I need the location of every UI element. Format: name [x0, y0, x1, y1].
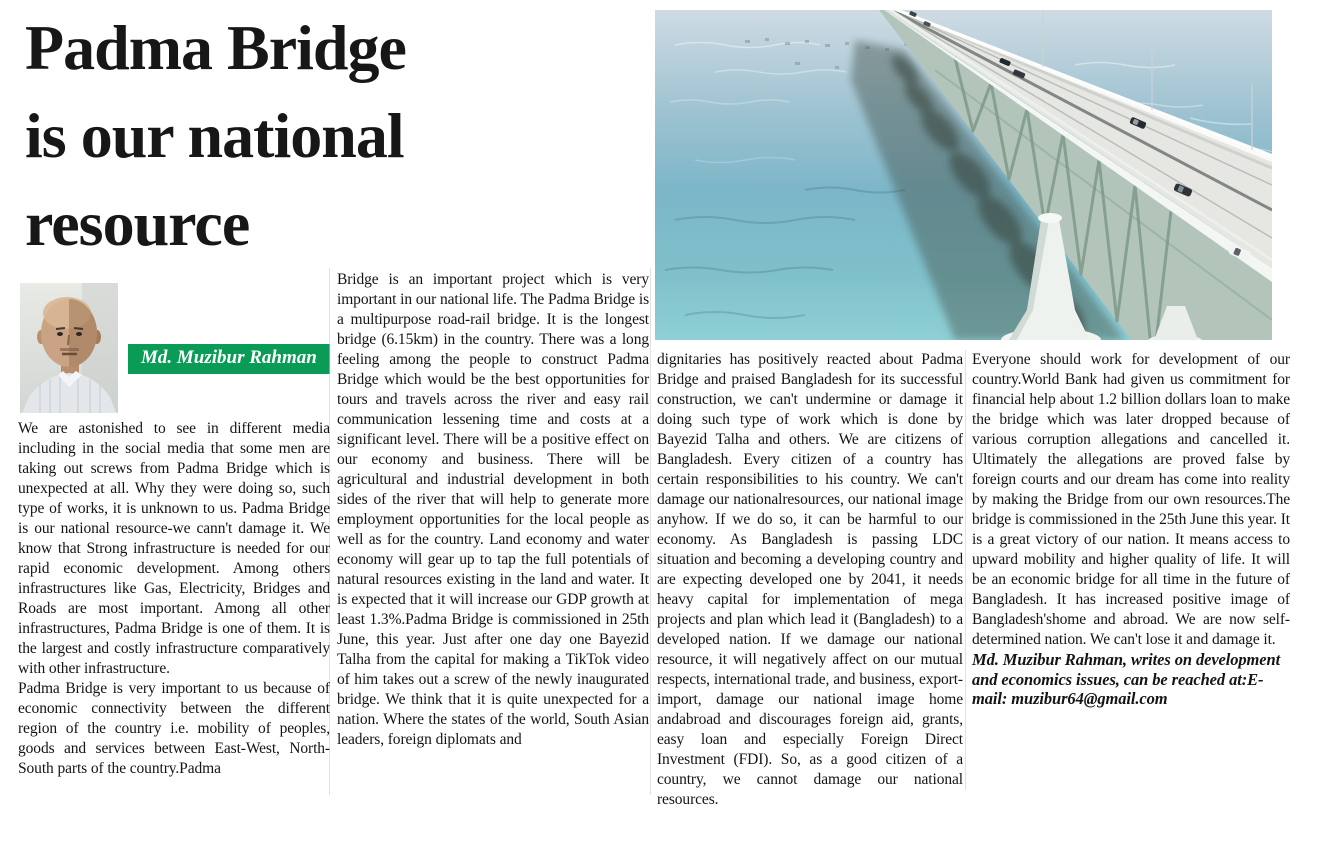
article-paragraph: Everyone should work for development of our country.World Bank had given us commitment for financial help about 1.2 billion dollars loan to make the bridge which was later dropped because of various corruption allegations and cancelled it. Ultimately the allegations are proved false by foreign courts and our dream has come into reality by making the Bridge from our own resources.The bridge is commissioned in the 25th June this year. It is a great victory of our nation. It means access to upward mobility and higher quality of life. It will be an economic bridge for all time in the future of Bangladesh. It has increased positive image of Bangladesh'shome and abroad. We are now self-determined nation. We can't lose it and damage it. — [972, 351, 1290, 648]
author-portrait — [20, 283, 118, 413]
padma-bridge-photo — [655, 10, 1272, 340]
article-paragraph: dignitaries has positively reacted about Padma Bridge and praised Bangladesh for its successful construction, we can't undermine or damage it doing such type of work which is done by Bayezid Talha and others. We are citizens of Bangladesh. Every citizen of a country has certain responsibilities to his country. We can't damage our nationalresources, our national image anyhow. If we do so, it can be harmful to our economy. As Bangladesh is passing LDC situation and becoming a developing country and are expecting developed one by 2041, it needs heavy capital for implementation of mega projects and plan which lead it (Bangladesh) to a developed nation. If we damage our national resource, it will negatively affect on our mutual respects, international trade, and business, export-import, damage our national image home andabroad and discourages foreign aid, grants, easy loan and especially Foreign Direct Investment (FDI). So, as a good citizen of a country, we cannot damage our national resources. — [657, 351, 963, 808]
article-column-4 — [972, 350, 1290, 709]
headline-line-3: resource — [25, 188, 250, 259]
author-bio: Md. Muzibur Rahman, writes on development and economics issues, can be reached at:E-mail: muzibur64@gmail.com — [972, 650, 1281, 708]
column-rule — [965, 350, 966, 790]
article-column-1 — [18, 419, 330, 779]
article-headline — [25, 4, 625, 268]
headline-line-1: Padma Bridge — [25, 12, 406, 83]
headline-line-2: is our national — [25, 100, 404, 171]
author-name-badge: Md. Muzibur Rahman — [128, 344, 330, 374]
article-paragraph: Padma Bridge is very important to us because of economic connectivity between the different region of the country i.e. mobility of peoples, goods and services between East-West, North-South parts of the country.Padma — [18, 680, 330, 777]
article-column-3 — [657, 350, 963, 810]
article-paragraph: Bridge is an important project which is very important in our national life. The Padma Bridge is a multipurpose road-rail bridge. It is the longest bridge (6.15km) in the country. There was a long feeling among the people to construct Padma Bridge which would be the best opportunities for tours and travels across the river and easy rail communication lessening time and costs at a significant level. There will be a positive effect on our economy and business. There will be agricultural and industrial development in both sides of the river that will help to generate more employment opportunities for the local people as well as for the country. Land economy and water economy will gear up to tap the full potentials of natural resources existing in the land and water. It is expected that it will increase our GDP growth at least 1.3%.Padma Bridge is commissioned in 25th June, this year. Just after one day one Bayezid Talha from the capital for making a TikTok video of him takes out a screw of the newly inaugurated bridge. We think that it is quite unexpected for a nation. Where the states of the world, South Asian leaders, foreign diplomats and — [337, 271, 649, 748]
article-column-2 — [337, 270, 649, 750]
column-rule — [650, 268, 651, 795]
article-paragraph: We are astonished to see in different media including in the social media that some men are taking out screws from Padma Bridge which is unexpected at all. Why they were doing so, such type of works, it is unknown to us. Padma Bridge is our national resource-we cann't damage it. We know that Strong infrastructure is needed for our rapid economic development. Among others infrastructures like Gas, Electricity, Bridges and Roads are most important. Among all other infrastructures, Padma Bridge is one of them. It is the largest and costly infrastructure comparatively with other infrastructure. — [18, 420, 330, 677]
